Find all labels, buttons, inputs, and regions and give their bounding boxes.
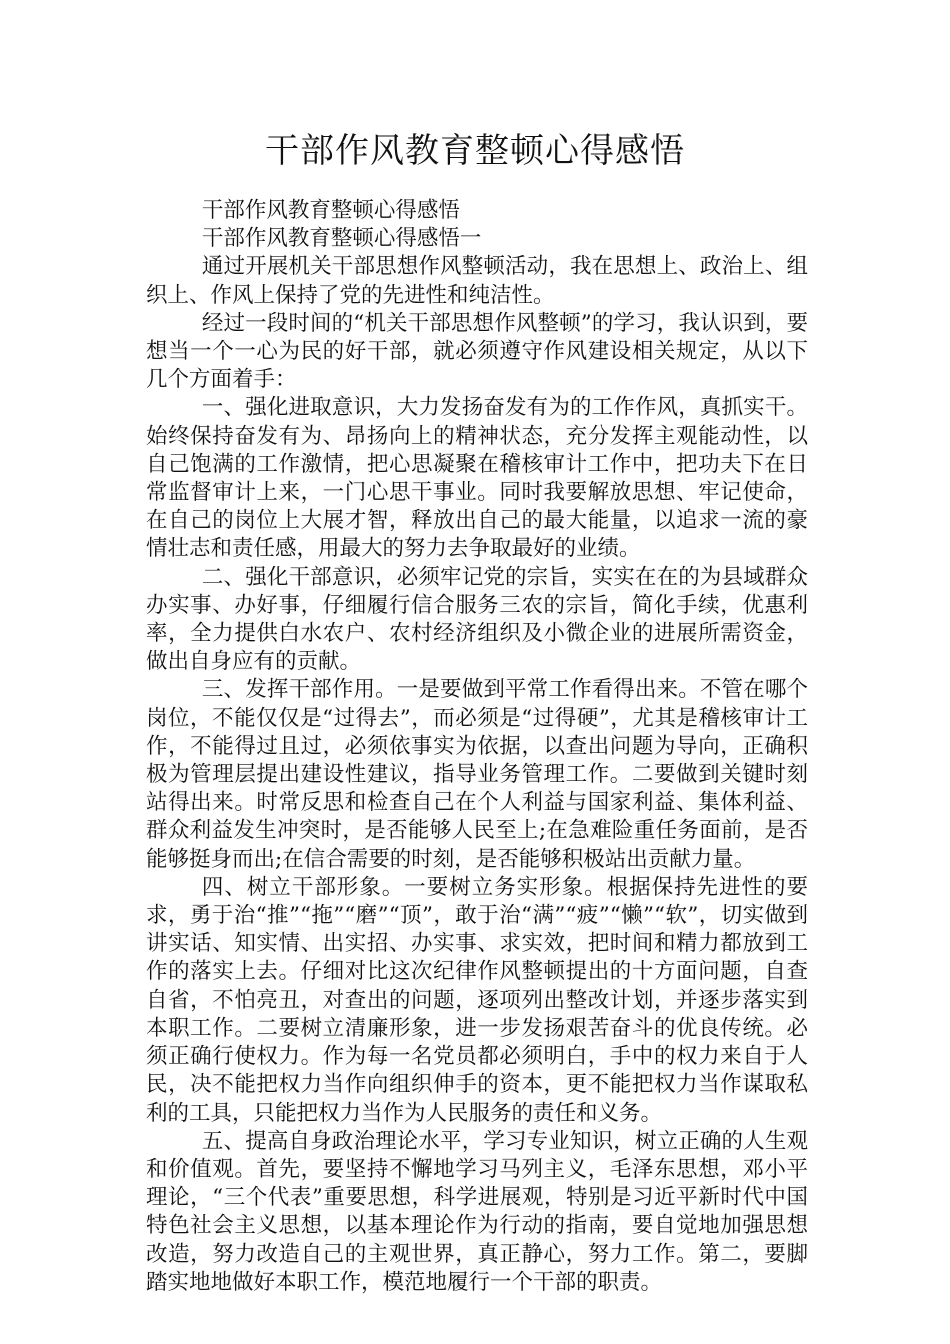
paragraph-point-4: 四、树立干部形象。一要树立务实形象。根据保持先进性的要求，勇于治“推”“拖”“磨”“顶”，敢于治“满”“疲”“懒”“软”，切实做到讲实话、知实情、出实招、办实事、求实效，把时间和精力都放到工作的落实上去。仔细对比这次纪律作风整顿提出的十方面问题，自查自省，不怕亮丑，对查出的问题，逐项列出整改计划，并逐步落实到本职工作。二要树立清廉形象，进一步发扬艰苦奋斗的优良传统。必须正确行使权力。作为每一名党员都必须明白，手中的权力来自于人民，决不能把权力当作向组织伸手的资本，更不能把权力当作谋取私利的工具，只能把权力当作为人民服务的责任和义务。 xyxy=(146,874,808,1126)
document-body xyxy=(146,197,808,1297)
paragraph-overview: 经过一段时间的“机关干部思想作风整顿”的学习，我认识到，要想当一个一心为民的好干部，就必须遵守作风建设相关规定，从以下几个方面着手： xyxy=(146,310,808,393)
paragraph-point-2: 二、强化干部意识，必须牢记党的宗旨，实实在在的为县域群众办实事、办好事，仔细履行信合服务三农的宗旨，简化手续，优惠利率，全力提供白水农户、农村经济组织及小微企业的进展所需资金，做出自身应有的贡献。 xyxy=(146,564,808,675)
paragraph-point-5: 五、提高自身政治理论水平，学习专业知识，树立正确的人生观和价值观。首先，要坚持不懈地学习马列主义，毛泽东思想，邓小平理论，“三个代表”重要思想，科学进展观，特别是习近平新时代中国特色社会主义思想，以基本理论作为行动的指南，要自觉地加强思想改造，努力改造自己的主观世界，真正静心，努力工作。第二，要脚踏实地地做好本职工作，模范地履行一个干部的职责。 xyxy=(146,1128,808,1295)
document-title: 干部作风教育整顿心得感悟 xyxy=(265,131,685,171)
paragraph-intro: 通过开展机关干部思想作风整顿活动，我在思想上、政治上、组织上、作风上保持了党的先进性和纯洁性。 xyxy=(146,254,808,308)
paragraph-heading: 干部作风教育整顿心得感悟 xyxy=(201,198,460,223)
paragraph-point-1: 一、强化进取意识，大力发扬奋发有为的工作作风，真抓实干。始终保持奋发有为、昂扬向上的精神状态，充分发挥主观能动性，以自己饱满的工作激情，把心思凝聚在稽核审计工作中，把功夫下在日常监督审计上来，一门心思干事业。同时我要解放思想、牢记使命，在自己的岗位上大展才智，释放出自己的最大能量，以追求一流的豪情壮志和责任感，用最大的努力去争取最好的业绩。 xyxy=(146,395,808,562)
paragraph-point-3: 三、发挥干部作用。一是要做到平常工作看得出来。不管在哪个岗位，不能仅仅是“过得去”，而必须是“过得硬”，尤其是稽核审计工作，不能得过且过，必须依事实为依据，以查出问题为导向，正确积极为管理层提出建设性建议，指导业务管理工作。二要做到关键时刻站得出来。时常反思和检查自己在个人利益与国家利益、集体利益、群众利益发生冲突时，是否能够人民至上;在急难险重任务面前，是否能够挺身而出;在信合需要的时刻，是否能够积极站出贡献力量。 xyxy=(146,677,808,872)
paragraph-subheading: 干部作风教育整顿心得感悟一 xyxy=(201,226,482,252)
